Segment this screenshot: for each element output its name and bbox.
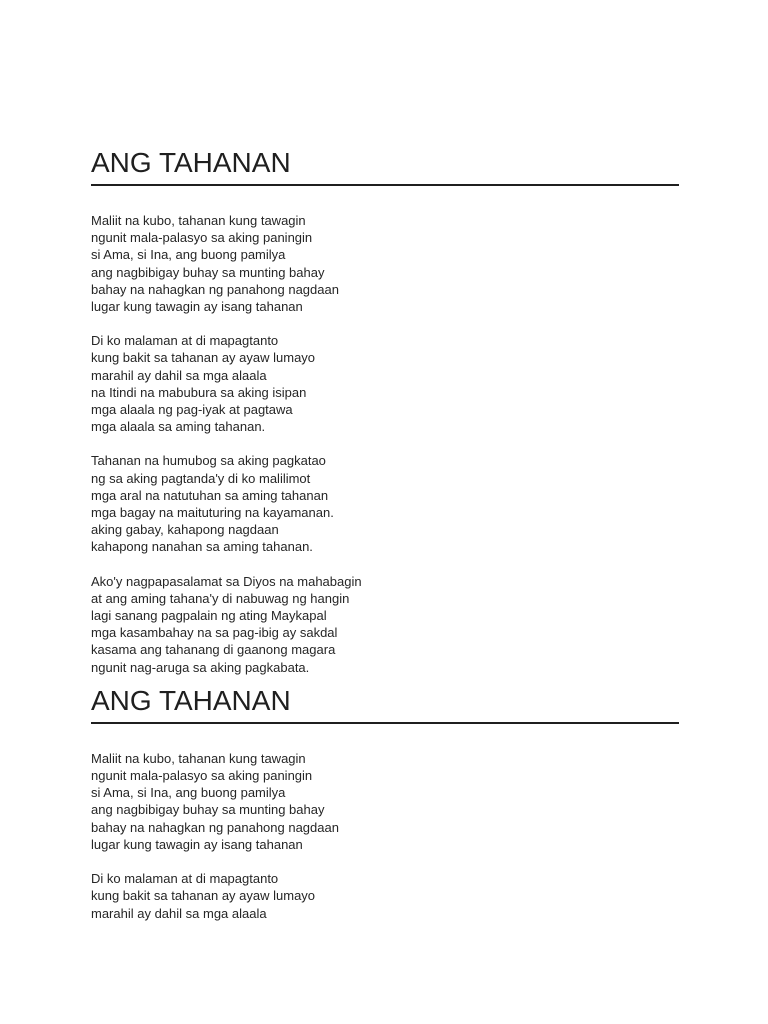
poem-line: si Ama, si Ina, ang buong pamilya [91,785,286,801]
poem-section-1 [91,146,679,676]
title-divider [91,722,679,724]
poem-line: bahay na nahagkan ng panahong nagdaan [91,281,339,297]
poem-line: na Itindi na mabubura sa aking isipan [91,384,307,400]
poem-line: ngunit nag-aruga sa aking pagkabata. [91,659,310,675]
poem-line: Di ko malaman at di mapagtanto [91,871,279,887]
stanza-4 [91,573,679,676]
poem-title: ANG TAHANAN [91,147,291,178]
stanza-2 [91,870,679,922]
poem-line: marahil ay dahil sa mga alaala [91,905,267,921]
poem-line: Maliit na kubo, tahanan kung tawagin [91,213,306,228]
poem-line: ngunit mala-palasyo sa aking paningin [91,230,313,246]
poem-line: ang nagbibigay buhay sa munting bahay [91,264,325,280]
poem-line: ngunit mala-palasyo sa aking paningin [91,768,313,784]
poem-line: ng sa aking pagtanda'y di ko malilimot [91,470,311,486]
poem-line: lugar kung tawagin ay isang tahanan [91,299,303,315]
poem-line: lugar kung tawagin ay isang tahanan [91,836,303,852]
poem-line: mga alaala ng pag-iyak at pagtawa [91,402,293,418]
poem-line: kung bakit sa tahanan ay ayaw lumayo [91,350,316,366]
poem-line: kahapong nanahan sa aming tahanan. [91,539,313,555]
poem-title: ANG TAHANAN [91,684,291,716]
stanza-1 [91,212,679,315]
poem-section-2 [91,684,679,922]
poem-line: Ako'y nagpapasalamat sa Diyos na mahabagin [91,573,362,589]
title-divider [91,184,679,186]
poem-line: at ang aming tahana'y di nabuwag ng hangin [91,590,350,606]
poem-line: mga alaala sa aming tahanan. [91,419,266,435]
stanza-2 [91,332,679,435]
poem-line: si Ama, si Ina, ang buong pamilya [91,247,286,263]
poem-line: mga kasambahay na sa pag-ibig ay sakdal [91,625,338,641]
document-page [91,146,679,939]
poem-line: kasama ang tahanang di gaanong magara [91,642,336,658]
poem-line: mga aral na natutuhan sa aming tahanan [91,487,329,503]
poem-line: ang nagbibigay buhay sa munting bahay [91,802,325,818]
poem-line: bahay na nahagkan ng panahong nagdaan [91,819,339,835]
poem-line: lagi sanang pagpalain ng ating Maykapal [91,608,327,624]
stanza-1 [91,750,679,853]
stanza-3 [91,452,679,555]
poem-line: Tahanan na humubog sa aking pagkatao [91,453,326,469]
poem-line: marahil ay dahil sa mga alaala [91,367,267,383]
poem-line: Di ko malaman at di mapagtanto [91,333,279,349]
poem-line: mga bagay na maituturing na kayamanan. [91,505,334,521]
poem-line: Maliit na kubo, tahanan kung tawagin [91,750,306,766]
poem-line: kung bakit sa tahanan ay ayaw lumayo [91,888,316,904]
poem-line: aking gabay, kahapong nagdaan [91,522,279,538]
